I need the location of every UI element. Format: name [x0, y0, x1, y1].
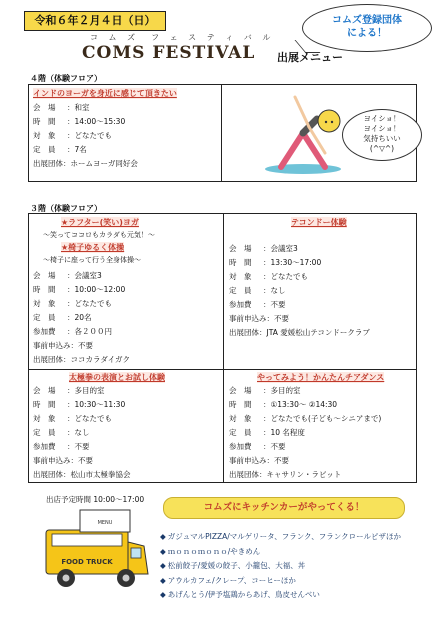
cheerdance-heading: やってみよう！かんたんチアダンス — [257, 373, 385, 382]
speech-line: ヨイショ！ — [363, 114, 401, 123]
floor4-divider — [221, 85, 222, 181]
p4-pre-registration: 事前申込み：不要 — [229, 456, 289, 465]
title-ruby: コ ム ズ フ ェ ス テ ィ バ ル — [90, 33, 275, 42]
laughter-yoga-heading: ★ラフター(笑い)ヨガ — [61, 218, 139, 227]
speech-line: ヨイショ！ — [363, 124, 401, 133]
p2-organizer: 出展団体：JTA 愛媛松山テコンドークラブ — [229, 328, 370, 337]
detail-key: 会 場 — [33, 386, 56, 395]
detail-value: ：不要 — [67, 442, 90, 451]
detail-key: 参加費 — [33, 327, 56, 336]
detail-key: 定 員 — [33, 428, 56, 437]
detail-key: 時 間 — [229, 400, 252, 409]
list-item: ◆ ｍｏｎｏｍｏｎｏ/やきめん — [160, 546, 261, 556]
p4-organizer: 出展団体：キャサリン・ラビット — [229, 470, 342, 479]
registered-groups-bubble — [302, 4, 432, 52]
detail-value: ：各２００円 — [67, 327, 112, 336]
event-date: 令和６年２月４日（日） — [24, 11, 166, 31]
kitchen-car-banner: コムズにキッチンカーがやってくる！ — [163, 497, 405, 519]
detail-value: ：和室 — [67, 103, 90, 112]
detail-value: ：なし — [67, 428, 90, 437]
detail-key: 会 場 — [33, 103, 56, 112]
detail-value: ：14:00～15:30 — [67, 117, 126, 126]
list-item: ◆ アウルカフェ/クレープ、コーヒーほか — [160, 575, 296, 585]
yoga-speech-bubble — [342, 109, 422, 161]
bubble-line-1: コムズ登録団体 — [332, 15, 402, 26]
detail-key: 定 員 — [33, 313, 56, 322]
chair-exercise-heading: ★椅子ゆるく体操 — [61, 243, 125, 252]
p2-details — [229, 242, 370, 340]
menu-item-text: 松前餃子/愛媛の餃子、小籠包、大福、丼 — [167, 561, 306, 570]
p3-details — [33, 384, 131, 482]
detail-value: ：どなたでも — [263, 272, 308, 281]
floor3-box — [28, 213, 417, 483]
detail-value: ：どなたでも(子ども～シニアまで) — [263, 414, 382, 423]
detail-key: 定 員 — [33, 145, 56, 154]
truck-menu-sign: MENU — [97, 520, 113, 526]
yoga-organizer: 出展団体：ホームヨーガ同好会 — [33, 159, 138, 168]
yoga-pose-illustration — [259, 91, 349, 177]
detail-value: ：13:30～17:00 — [263, 258, 322, 267]
menu-item-text: あげんとう/伊予塩鶏からあげ、鳥皮せんべい — [167, 590, 320, 599]
detail-value: ：会議室3 — [263, 244, 298, 253]
detail-value: ：どなたでも — [67, 131, 112, 140]
food-truck-illustration — [40, 506, 154, 594]
detail-key: 時 間 — [33, 285, 56, 294]
detail-key: 会 場 — [229, 386, 252, 395]
detail-key: 時 間 — [33, 117, 56, 126]
floor3-divider-h — [29, 369, 416, 370]
floor4-box — [28, 84, 417, 182]
floor3-divider-v — [223, 214, 224, 482]
detail-value: ：7名 — [67, 145, 87, 154]
detail-key: 参加費 — [33, 442, 56, 451]
detail-key: 参加費 — [229, 300, 252, 309]
detail-value: ：不要 — [263, 442, 286, 451]
menu-item-text: ｍｏｎｏｍｏｎｏ/やきめん — [167, 546, 261, 556]
detail-value: ：多目的室 — [263, 386, 301, 395]
detail-key: 会 場 — [229, 244, 252, 253]
detail-value: ：10 名程度 — [263, 428, 305, 437]
detail-key: 時 間 — [229, 258, 252, 267]
detail-value: ：多目的室 — [67, 386, 105, 395]
p3-organizer: 出展団体：松山市太極拳協会 — [33, 470, 131, 479]
detail-key: 対 象 — [33, 299, 56, 308]
taekwondo-heading: テコンドー体験 — [291, 218, 347, 227]
page-title: COMS FESTIVAL — [82, 43, 256, 63]
yoga-heading: インドのヨーガを身近に感じて頂きたい — [33, 89, 177, 98]
p3-pre-registration: 事前申込み：不要 — [33, 456, 93, 465]
detail-value: ：10:00～12:00 — [67, 285, 126, 294]
detail-key: 対 象 — [33, 414, 56, 423]
p2-pre-registration: 事前申込み：不要 — [229, 314, 289, 323]
p1-organizer: 出展団体：ココカラダイガク — [33, 355, 131, 364]
speech-line: (^▽^) — [369, 144, 395, 153]
detail-value: ：不要 — [263, 300, 286, 309]
menu-item-text: アウルカフェ/クレープ、コーヒーほか — [167, 575, 296, 585]
p4-details — [229, 384, 381, 482]
detail-value: ：なし — [263, 286, 286, 295]
list-item: ◆ あげんとう/伊予塩鶏からあげ、鳥皮せんべい — [160, 590, 320, 599]
laughter-yoga-sub: ～笑ってココロもカラダも元気！～ — [43, 231, 155, 239]
list-item: ◆ 松前餃子/愛媛の餃子、小籠包、大福、丼 — [160, 561, 306, 570]
detail-key: 参加費 — [229, 442, 252, 451]
detail-key: 時 間 — [33, 400, 56, 409]
list-item: ◆ ガジュマルPIZZA/マルゲリータ、フランク、フランクロールピザほか — [160, 532, 401, 541]
speech-line: 気持ちいい — [363, 134, 401, 143]
detail-key: 定 員 — [229, 428, 252, 437]
floor3-label: ３階（体験フロア） — [30, 204, 102, 213]
detail-value: ：10:30～11:30 — [67, 400, 126, 409]
detail-key: 会 場 — [33, 271, 56, 280]
chair-exercise-sub: ～椅子に座って行う全身体操～ — [43, 256, 141, 264]
detail-key: 定 員 — [229, 286, 252, 295]
detail-value: ：どなたでも — [67, 299, 112, 308]
truck-label: FOOD TRUCK — [61, 558, 113, 566]
taichi-heading: 太極拳の表演とお試し体験 — [69, 373, 165, 382]
bubble-line-2: による！ — [347, 28, 387, 39]
detail-value: ：会議室3 — [67, 271, 102, 280]
kitchen-menu-list — [160, 530, 401, 603]
kitchen-hours: 出店予定時間 10:00～17:00 — [46, 495, 145, 504]
detail-value: ：どなたでも — [67, 414, 112, 423]
page-subtitle: 出展メニュー — [277, 51, 343, 64]
yoga-details — [33, 101, 138, 171]
p1-details — [33, 269, 130, 367]
detail-key: 対 象 — [33, 131, 56, 140]
detail-value: ：①13:30～ ②14:30 — [263, 400, 338, 409]
menu-item-text: ガジュマルPIZZA/マルゲリータ、フランク、フランクロールピザほか — [167, 532, 401, 541]
p1-pre-registration: 事前申込み：不要 — [33, 341, 93, 350]
floor4-label: ４階（体験フロア） — [30, 74, 102, 83]
detail-key: 対 象 — [229, 272, 252, 281]
detail-value: ：20名 — [67, 313, 92, 322]
detail-key: 対 象 — [229, 414, 252, 423]
